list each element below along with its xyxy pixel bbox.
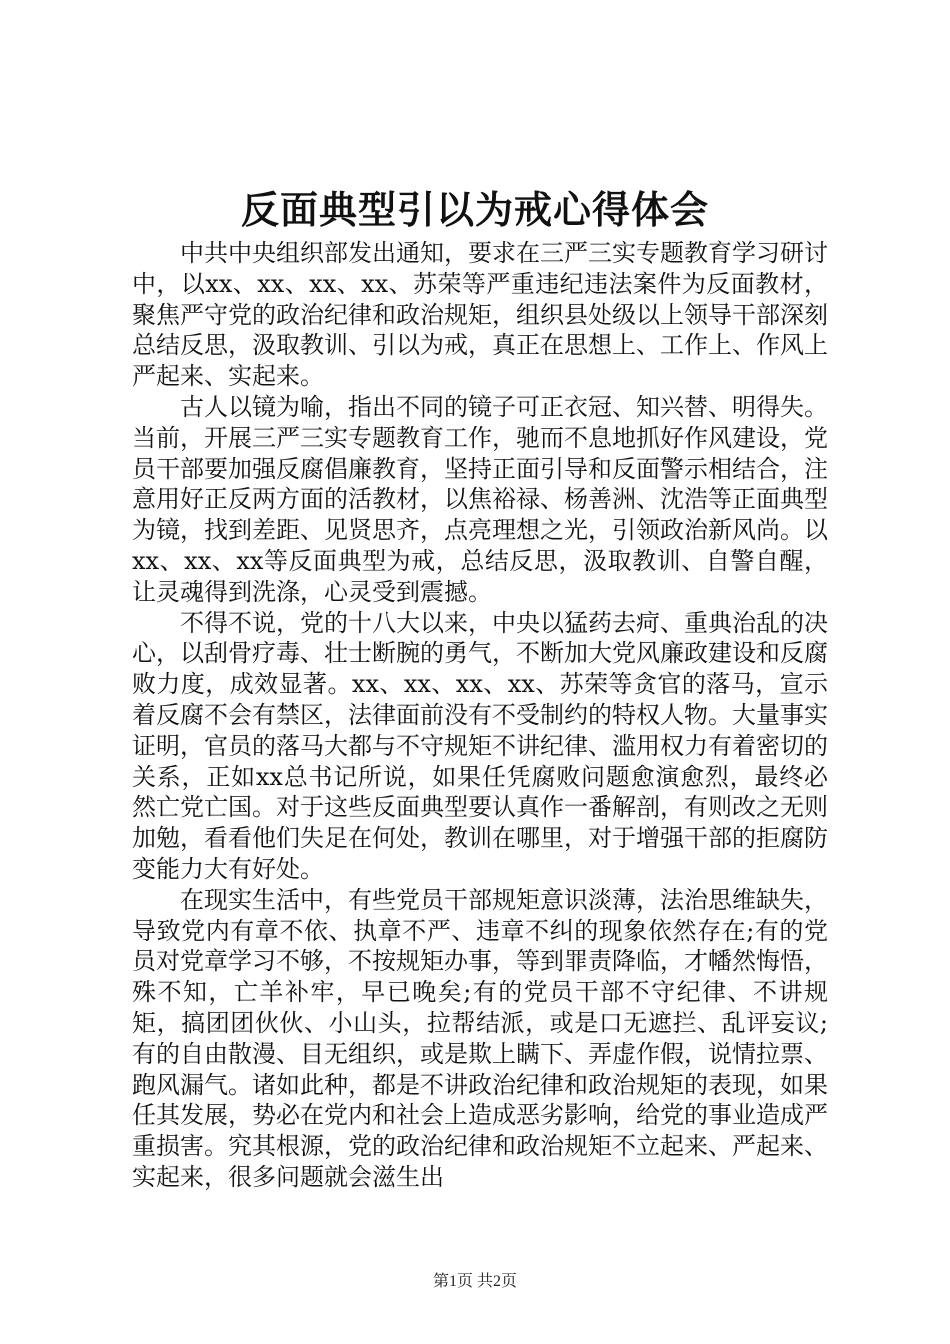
paragraph-1: 中共中央组织部发出通知，要求在三严三实专题教育学习研讨中，以xx、xx、xx、xx、苏荣等严重违纪违法案件为反面教材，聚焦严守党的政治纪律和政治规矩，组织县处级以上领导干部深刻总结反思，汲取教训、引以为戒，真正在思想上、工作上、作风上严起来、实起来。 [132, 239, 828, 391]
paragraph-3: 不得不说，党的十八大以来，中央以猛药去疴、重典治乱的决心，以刮骨疗毒、壮士断腕的勇气，不断加大党风廉政建设和反腐败力度，成效显著。xx、xx、xx、xx、苏荣等贪官的落马，宣示着反腐不会有禁区，法律面前没有不受制约的特权人物。大量事实证明，官员的落马大都与不守规矩不讲纪律、滥用权力有着密切的关系，正如xx总书记所说，如果任凭腐败问题愈演愈烈，最终必然亡党亡国。对于这些反面典型要认真作一番解剖，有则改之无则加勉，看看他们失足在何处，教训在哪里，对于增强干部的拒腐防变能力大有好处。 [132, 608, 828, 883]
document-title: 反面典型引以为戒心得体会 [240, 187, 709, 232]
page-number-footer: 第1页 共2页 [432, 1273, 517, 1290]
paragraph-4: 在现实生活中，有些党员干部规矩意识淡薄，法治思维缺失，导致党内有章不依、执章不严、违章不纠的现象依然存在;有的党员对党章学习不够，不按规矩办事，等到罪责降临，才幡然悔悟，殊不知，亡羊补牢，早已晚矣;有的党员干部不守纪律、不讲规矩，搞团团伙伙、小山头，拉帮结派，或是口无遮拦、乱评妄议;有的自由散漫、目无组织，或是欺上瞒下、弄虚作假，说情拉票、跑风漏气。诸如此种，都是不讲政治纪律和政治规矩的表现，如果任其发展，势必在党内和社会上造成恶劣影响，给党的事业造成严重损害。究其根源，党的政治纪律和政治规矩不立起来、严起来、实起来，很多问题就会滋生出 [132, 885, 828, 1191]
document-body [132, 238, 828, 1193]
paragraph-2: 古人以镜为喻，指出不同的镜子可正衣冠、知兴替、明得失。当前，开展三严三实专题教育工作，驰而不息地抓好作风建设，党员干部要加强反腐倡廉教育，坚持正面引导和反面警示相结合，注意用好正反两方面的活教材，以焦裕禄、杨善洲、沈浩等正面典型为镜，找到差距、见贤思齐，点亮理想之光，引领政治新风尚。以xx、xx、xx等反面典型为戒，总结反思，汲取教训、自警自醒，让灵魂得到洗涤，心灵受到震撼。 [132, 392, 828, 606]
